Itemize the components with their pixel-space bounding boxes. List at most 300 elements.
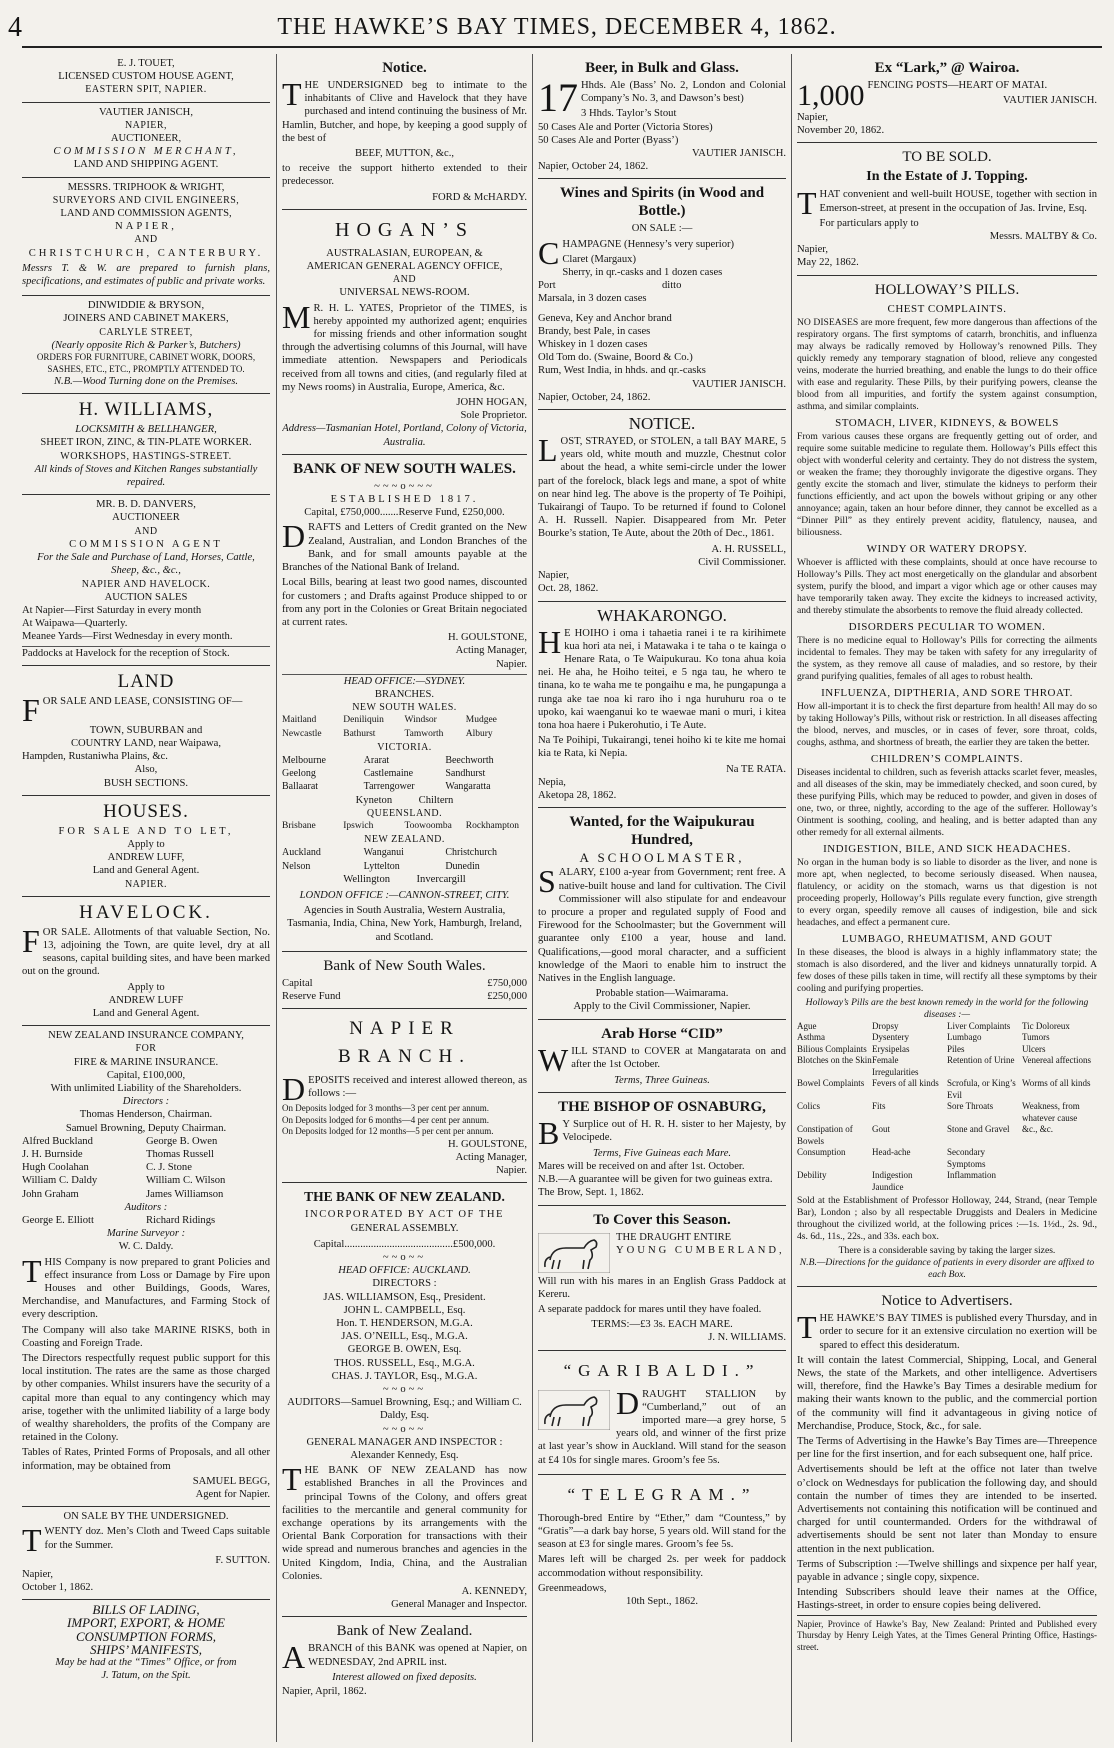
ad-title: BANK OF NEW SOUTH WALES. [293, 460, 516, 477]
ad-line: AND [134, 525, 158, 537]
ad-body: E HOIHO i oma i tahaetia ranei i te ra kirihimete kua hori ata nei, i Matawaka i te taha o te kainga o Henare Rata, o Te Waipukurau. Ko tona ahua koia nei. He aha, he Hoiho teitei, e 5 nga tau, he whero te tinana, ko te waha me te pongaihu e ma, he pungapunga a runga ake tae noa ki raro iho i nga huruhuru roa o te upoko, kai waenganui ko te waewae mani o muri, i kitea tona hoa haere i Pukerohutio, i Te Aute. [538, 627, 786, 731]
ad-line: Claret (Margaux) [562, 253, 636, 265]
ad-line: LONDON OFFICE :—CANNON-STREET, CITY. [299, 889, 510, 901]
ad-line: CONSUMPTION FORMS, [75, 1628, 217, 1644]
ad-cumberland [538, 1206, 786, 1351]
ad-line: Terms, Five Guineas each Mare. [592, 1147, 732, 1159]
column-divider [791, 54, 792, 1742]
ad-line: INCORPORATED BY ACT OF THE [305, 1209, 504, 1221]
disease-item: Tic Doloreux [1022, 1020, 1070, 1031]
ad-line: Whiskey in 1 dozen cases [538, 339, 648, 351]
ad-line: AND [392, 274, 417, 286]
ad-line: Capital, £100,000, [106, 1069, 186, 1081]
ornament: ~~o~~ [382, 1423, 427, 1435]
ad-line: May be had at the “Times” Office, or from [55, 1656, 237, 1668]
region-label: NEW ZEALAND. [364, 834, 445, 846]
director-name: Thomas Russell [146, 1149, 214, 1160]
disease-item: Venereal affections [1022, 1055, 1092, 1066]
ad-line: Capital.........................................£500,000. [313, 1238, 496, 1250]
ad-title: NAPIER BRANCH. [338, 1018, 471, 1068]
ad-line: LAND AND COMMISSION AGENTS, [60, 208, 232, 220]
rate-line: On Deposits lodged for 6 months—4 per cent per annum. [282, 1114, 489, 1125]
ad-line: AUCTIONEER [112, 512, 180, 524]
ad-line: GENERAL MANAGER AND INSPECTOR : [306, 1436, 503, 1448]
ad-title: Wanted, for the Waipukurau Hundred, [569, 814, 755, 849]
disease-item: Asthma [797, 1032, 825, 1043]
region-label: VICTORIA. [377, 741, 432, 753]
section-heading: STOMACH, LIVER, KIDNEYS, & BOWELS [835, 416, 1059, 429]
director-name: JAS. WILLIAMSON, Esq., President. [323, 1291, 486, 1303]
ad-line: BRANCHES. [374, 688, 435, 700]
ad-body: WENTY doz. Men’s Cloth and Tweed Caps suitable for the Summer. [44, 1526, 270, 1551]
branch-town: Wellington Invercargill [343, 873, 466, 885]
ad-line: Apply to the Civil Commissioner, Napier. [573, 1001, 751, 1013]
ad-arab-horse [538, 1020, 786, 1093]
ad-date: May 22, 1862. [797, 257, 859, 269]
ad-date: 10th Sept., 1862. [625, 1596, 699, 1608]
reserve-row [282, 990, 527, 1003]
ad-date: Greenmeadows, [538, 1582, 607, 1594]
disease-item: Jaundice [872, 1181, 904, 1192]
ad-body: Messrs T. & W. are prepared to furnish plans, specifications, and estimates of public and private works. [22, 262, 270, 288]
disease-item: Gout [872, 1124, 890, 1135]
director-name: Alfred Buckland [22, 1135, 93, 1147]
ad-signature: General Manager and Inspector. [391, 1599, 527, 1611]
ad-line: At Waipawa—Quarterly. [22, 618, 128, 630]
section-heading: WINDY OR WATERY DROPSY. [866, 542, 1028, 555]
ad-body: OST, STRAYED, or STOLEN, a tall BAY MARE, 5 years old, white mouth and muzzle, Chestnut color about the head, a white semi-circle under the lower part of the forelock, black legs and mane, a spot of white on near hind leg. The above is the property of Te Poihipi, Tukairangi of Taupo. To be returned if found to Colonel A. H. Russell. Napier. Disappeared from Mr. Peter Bourke’s station, Te Aute, about the 20th of Dec., 1861. [538, 436, 786, 540]
ad-body: R. H. L. YATES, Proprietor of the TIMES, is hereby appointed my authorized agent; enquiries for missing friends and other information sought through the advertising columns of this Journal, will have immediate attention. Newspapers and Periodicals received from all towns and cities, (and regularly filed at my News rooms) in Australia, Europe, America, &c. [282, 302, 527, 393]
disease-item: Scrofula, or King’s Evil [947, 1078, 1016, 1100]
branch-town: Nelson [282, 860, 311, 872]
ad-note: N.B.—Directions for the guidance of patients in every disorder are affixed to each Box. [799, 1257, 1095, 1281]
ad-line: ORDERS FOR FURNITURE, CABINET WORK, DOORS, SASHES, ETC., ETC., PROMPTLY ATTENDED TO. [36, 352, 256, 374]
disease-item: Constipation of Bowels [797, 1124, 853, 1146]
ad-line: GENERAL ASSEMBLY. [350, 1222, 459, 1234]
branch-town: Beechworth [445, 754, 494, 766]
branch-town: Brisbane [282, 820, 316, 831]
ad-date: Napier, April, 1862. [282, 1685, 367, 1697]
ad-garibaldi [538, 1351, 786, 1475]
director-name: J. H. Burnside [22, 1149, 83, 1160]
disease-item: Colics [797, 1101, 821, 1112]
ad-line: COMMISSION AGENT [69, 538, 223, 550]
director-name: Hon. T. HENDERSON, M.G.A. [336, 1317, 473, 1329]
ad-body: Agencies in South Australia, Western Australia, Tasmania, India, China, New York, Hamburgh, Ireland, and Scotland. [287, 905, 522, 943]
auditor-name: Richard Ridings [146, 1215, 216, 1227]
director-name: C. J. Stone [146, 1162, 192, 1174]
disease-item: Liver Complaints [947, 1020, 1011, 1031]
drop-cap: D [282, 518, 306, 555]
drop-cap: F [22, 922, 40, 959]
ad-body: Mares left will be charged 2s. per week for paddock accommodation without responsibility. [538, 1554, 786, 1579]
ad-signature: Napier. [496, 658, 527, 670]
column-divider [532, 54, 533, 1742]
capital-label: Capital [282, 977, 313, 989]
section-body: No organ in the human body is so liable to disorder as the liver, and none is more apt, when neglected, to become seriously diseased. When nausea, flatulency, or acidity on the stomach, warns us that digestion is not proceeding properly, Holloway’s Pills regulate every function, give strength to every organ, speedily remove all causes of indigestion, bile and sick headaches, and effect a permanent cure. [797, 856, 1097, 928]
masthead-rule [22, 46, 1102, 48]
ad-line: J. Tatum, on the Spit. [101, 1670, 191, 1682]
section-heading: LUMBAGO, RHEUMATISM, AND GOUT [841, 932, 1053, 945]
branch-town: Lyttelton [363, 860, 400, 872]
branch-town: Ballaarat [282, 781, 319, 793]
ad-line: Apply to [127, 981, 165, 993]
ad-line: AMERICAN GENERAL AGENCY OFFICE, [306, 261, 503, 273]
ad-date: October 1, 1862. [22, 1581, 94, 1593]
disease-item [797, 1182, 872, 1194]
ad-line: Meanee Yards—First Wednesday in every month. [22, 631, 233, 643]
ad-signature: J. N. WILLIAMS. [708, 1332, 786, 1344]
ad-holloway [797, 276, 1097, 1288]
ad-body: EPOSITS received and interest allowed thereon, as follows :— [308, 1075, 527, 1100]
ad-body: OR SALE. Allotments of that valuable Section, No. 13, adjoining the Town, are quite level, dry at all seasons, capital building sites, and have been marked out on the ground. [22, 926, 270, 978]
ad-line: SHIPS’ MANIFESTS, [90, 1641, 202, 1657]
section-heading: INDIGESTION, BILE, AND SICK HEADACHES. [823, 842, 1071, 855]
ad-line: Brandy, best Pale, in cases [538, 325, 651, 337]
ad-line: YOUNG CUMBERLAND, [616, 1244, 785, 1256]
ad-land [22, 666, 270, 796]
section-body: How all-important it is to check the first departure from health! All may do so by taking Holloway’s Pills, without risk or restriction. In all diseases affecting the blood, nerves, and muscles, or in cases of fever, sore throat, colds, coughs, asthma, and shortness of breath, the earlier they are taken the better. [797, 700, 1097, 748]
ad-title: Bank of New Zealand. [336, 1623, 473, 1640]
drop-cap: F [22, 691, 40, 728]
ad-name: E. J. TOUET, [117, 58, 175, 69]
ad-line: AND [134, 234, 158, 246]
ad-title: THE BISHOP OF OSNABURG, [558, 1098, 766, 1115]
ad-line: 3 Hhds. Taylor’s Stout [581, 108, 677, 120]
ad-title: HOLLOWAY’S PILLS. [874, 281, 1020, 298]
ad-date: Napier, [797, 244, 829, 256]
ad-title: H. WILLIAMS, [78, 399, 214, 421]
rate-line: On Deposits lodged for 3 months—3 per cent per annum. [282, 1103, 489, 1114]
ad-line: THE DRAUGHT ENTIRE [616, 1231, 732, 1243]
ad-title: “GARIBALDI.” [563, 1360, 761, 1380]
ad-line: (Nearly opposite Rich & Parker’s, Butchers) [51, 339, 241, 351]
ad-line: W. C. Daldy. [118, 1241, 174, 1253]
disease-item [1022, 1170, 1097, 1182]
disease-item: Fevers of all kinds [872, 1078, 939, 1089]
director-name: James Williamson [146, 1188, 224, 1200]
horse-illustration [538, 1390, 610, 1430]
ad-line: BUSH SECTIONS. [103, 777, 189, 789]
ad-name: MR. B. D. DANVERS, [96, 499, 196, 511]
disease-item: Bilious Complaints [797, 1043, 867, 1054]
ad-line: Land and General Agent. [92, 865, 200, 877]
ad-whakarongo [538, 602, 786, 809]
ad-title: NOTICE. [628, 414, 696, 434]
ad-date: Napier, October, 24, 1862. [538, 391, 651, 403]
drop-cap: T [282, 76, 302, 112]
ad-line: Old Tom do. (Swaine, Boord & Co.) [538, 352, 693, 364]
ad-notice-advertisers [797, 1287, 1097, 1660]
section-body: Whoever is afflicted with these complaints, should at once have recourse to Holloway’s Pills. They act most energetically on the glandular and absorbent system, purify the blood, and impart a vigor which age or other causes may have temporarily taken away. They excite the kidneys to increased activity, and thereby stimulate the absorbents to remove the fluid already collected. [797, 556, 1097, 616]
section-body: NO DISEASES are more frequent, few more dangerous than affections of the respiratory organs. The first symptoms of catarrh, bronchitis, and influenza may always be radically removed by Holloway’s renowned Pills. They quickly remedy any temporary stagnation of blood, relieve any congested veins, moderate the hurried breathing, and enable the lungs to do their office with ease and regularity. These Pills, by their purifying powers, cleanse the blood from all impurities, and fortify the system against consumption, asthma, and similar complaints. [797, 316, 1097, 412]
drop-cap: L [538, 432, 558, 469]
ad-line: AUSTRALASIAN, EUROPEAN, & [326, 247, 483, 259]
ad-danvers [22, 495, 270, 665]
director-name: JOHN L. CAMPBELL, Esq. [343, 1304, 466, 1316]
ad-line: HEAD OFFICE: AUCKLAND. [338, 1265, 471, 1277]
ad-body: HE BANK OF NEW ZEALAND has now established Branches in all the Provinces and principal Towns of the Colony, and offers great facilities to the mercantile and general community for exchange operations by its arrangements with the Oriental Bank Corporation for transactions with their wide spread and numerous branches and agencies in the United Kingdom, India, China, and the Australian Colonies. [282, 1465, 527, 1582]
ad-bills [22, 1600, 270, 1687]
disease-item: Debility [797, 1170, 827, 1181]
ad-line: Thomas Henderson, Chairman. [79, 1109, 213, 1121]
ad-body: BRANCH of this BANK was opened at Napier, on WEDNESDAY, 2nd APRIL inst. [308, 1643, 527, 1668]
branch-town: Wanganui [363, 847, 404, 859]
masthead [0, 0, 1114, 50]
ad-signature: Napier. [496, 1165, 527, 1177]
director-names-right [146, 1135, 270, 1201]
disease-item: Weakness, from whatever cause [1022, 1101, 1080, 1123]
ad-signature: JOHN HOGAN, [456, 397, 527, 409]
ad-title: NEW ZEALAND INSURANCE COMPANY, [48, 1030, 244, 1042]
ad-name: VAUTIER JANISCH, [99, 106, 193, 118]
ad-line: Marsala, in 3 dozen cases [538, 293, 647, 305]
ad-line: Mares will be received on and after 1st. October. [538, 1160, 745, 1172]
ad-body: Local Bills, bearing at least two good names, discounted for customers ; and Drafts against Produce shipped to or from any port in the Colonies or Great Britain negociated at current rates. [282, 577, 527, 628]
column-divider [276, 54, 277, 1742]
column-4 [797, 54, 1097, 1742]
ad-line: ON SALE :— [631, 223, 693, 235]
ad-line: LOCKSMITH & BELLHANGER, [75, 424, 217, 436]
ad-body: The Directors respectfully request public support for this local institution. The rates are the same as those charged by other companies. Whilst insurers have the security of a capital more than equal to any contingency which may arise, together with the unlimited liability of a large body of wealthy shareholders, the profits of the Company are retained in the Colony. [22, 1353, 270, 1444]
disease-item: Dysentery [872, 1032, 909, 1043]
branch-town: Dunedin [445, 860, 480, 872]
ad-touet [22, 54, 270, 103]
branch-town: Kyneton Chiltern [355, 794, 454, 806]
region-label: NEW SOUTH WALES. [352, 702, 457, 714]
ad-notice-butcher [282, 54, 527, 210]
section-body: In these diseases, the blood is always in a highly inflammatory state; the stomach is also disordered, and the liver and kidneys unnaturally torpid. A few doses of these pills taken in time, will rectify all these symptoms by their cooling and purifying properties. [797, 946, 1097, 994]
ad-line: AUCTIONEER, [110, 133, 182, 145]
ad-body: HIS Company is now prepared to grant Policies and effect insurance from Loss or Damage by Fire upon Houses and other Buildings, Goods, Wares, Merchandise, and Manufactures, and Farming Stock of every description. [22, 1256, 270, 1321]
ad-line: CHRISTCHURCH, CANTERBURY. [28, 247, 264, 259]
disease-item: Tumors [1022, 1032, 1050, 1043]
ad-line: Interest allowed on fixed deposits. [332, 1672, 477, 1684]
ad-line: BEEF, MUTTON, &c., [354, 148, 454, 160]
director-list [22, 1135, 270, 1201]
ad-date: Napier, [797, 112, 829, 123]
drop-cap: T [22, 1522, 42, 1559]
branch-town: Deniliquin [343, 715, 384, 726]
ad-body: Advertisements should be left at the office not later than twelve o’clock on Wednesdays for publication the following day, and should contain the number of times they are intended to be inserted. Advertisements not containing this notification will be continued and charged for until countermanded. Orders for the withdrawal of advertisements should be sent not later than Monday to ensure attention in the next publication. [797, 1464, 1097, 1555]
branch-town: Sandhurst [445, 768, 486, 780]
ad-line: ANDREW LUFF, [107, 852, 185, 864]
disease-item: Fits [872, 1101, 886, 1112]
ad-hogan [282, 210, 527, 455]
ad-line: LAND AND SHIPPING AGENT. [73, 159, 219, 171]
ad-line: Sherry, in qr.-casks and 1 dozen cases [562, 267, 723, 279]
ad-line: ESTABLISHED 1817. [330, 494, 479, 506]
drop-cap: B [538, 1114, 560, 1151]
branch-town: Tamworth [404, 728, 444, 739]
section-heading: INFLUENZA, DIPTHERIA, AND SORE THROAT. [821, 686, 1073, 699]
disease-list [797, 1021, 1097, 1194]
column-3 [538, 54, 786, 1742]
ad-body: Y Surplice out of H. R. H. sister to her Majesty, by Velocipede. [562, 1118, 786, 1143]
ad-title: Ex “Lark,” @ Wairoa. [874, 60, 1020, 76]
ad-bank-nsw [282, 455, 527, 952]
disease-item: Secondary Symptoms [947, 1147, 986, 1169]
branch-town: Newcastle [282, 728, 322, 739]
ad-body: Hhds. Ale (Bass’ No. 2, London and Colonial Company’s No. 3, and Dawson’s best) [581, 80, 786, 105]
ad-body: RAFTS and Letters of Credit granted on the New Zealand, Australian, and London Branches of the Bank, and for small amounts payable at the Branches of the National Bank of Ireland. [282, 522, 527, 574]
ad-body: Terms of Subscription :—Twelve shillings and sixpence per half year, payable in advance ; single copy, sixpence. [797, 1558, 1097, 1583]
ad-note: N.B.—Wood Turning done on the Premises. [53, 376, 239, 388]
branch-list [282, 754, 527, 794]
drop-cap: T [22, 1252, 42, 1289]
ad-body: HAT convenient and well-built HOUSE, together with section in Emerson-street, at present in the occupation of Jas. Irvine, Esq. [819, 189, 1097, 214]
ad-dinwiddie [22, 296, 270, 394]
capital-value: £750,000 [487, 977, 527, 989]
ad-signature: Agent for Napier. [195, 1489, 270, 1501]
director-name: THOS. RUSSELL, Esq., M.G.A. [334, 1357, 475, 1369]
auditor-name: George E. Elliott [22, 1215, 94, 1227]
ad-williams [22, 394, 270, 495]
ad-body: The Company will also take MARINE RISKS, both in Coasting and Foreign Trade. [22, 1324, 270, 1349]
ad-line: FIRE & MARINE INSURANCE. [73, 1056, 219, 1068]
branch-town: Mudgee [465, 715, 497, 726]
ad-line: For particulars apply to [819, 217, 919, 229]
director-name: JAS. O’NEILL, Esq., M.G.A. [341, 1331, 468, 1343]
branch-town: Christchurch [445, 847, 497, 859]
ad-line: Samuel Browning, Deputy Chairman. [65, 1122, 227, 1134]
ad-beer [538, 54, 786, 179]
ad-signature: Civil Commissioner. [698, 556, 786, 568]
ad-janisch [22, 103, 270, 178]
ad-body: Intending Subscribers should leave their names at the Office, Hastings-street, in order to ensure copies being delivered. [797, 1587, 1097, 1612]
disease-item: Sore Throats [947, 1101, 994, 1112]
ad-line: HEAD OFFICE:—SYDNEY. [282, 674, 527, 688]
branch-town: Wangaratta [445, 781, 491, 793]
branch-list [282, 820, 527, 833]
ad-title: HAVELOCK. [79, 901, 213, 923]
director-name: GEORGE B. OWEN, Esq. [347, 1344, 462, 1356]
ad-havelock [22, 897, 270, 1026]
branch-town: Maitland [282, 715, 317, 726]
reserve-value: £250,000 [487, 990, 527, 1002]
ad-line: Rum, West India, in hhds. and qr.-casks [538, 365, 706, 377]
ad-line: Capital, £750,000.......Reserve Fund, £250,000. [304, 507, 505, 519]
port-row [538, 279, 786, 292]
disease-item [1022, 1182, 1097, 1194]
ad-date: The Brow, Sept. 1, 1862. [538, 1187, 644, 1199]
ad-signature: Messrs. MALTBY & Co. [989, 231, 1097, 243]
ad-line: EASTERN SPIT, NAPIER. [85, 84, 207, 96]
ad-title: WHAKARONGO. [597, 605, 727, 625]
ad-line: Geneva, Key and Anchor brand [538, 312, 672, 324]
ornament: ~~o~~ [382, 1251, 427, 1263]
branch-town: Toowoomba [404, 820, 452, 831]
ad-line: SURVEYORS AND CIVIL ENGINEERS, [52, 194, 240, 206]
disease-item: Indigestion [872, 1170, 913, 1181]
ad-body: Will run with his mares in an English Grass Paddock at Kereru. [538, 1275, 786, 1300]
ad-title: HOGAN’S [335, 218, 474, 241]
section-body: Sold at the Establishment of Professor Holloway, 244, Strand, (near Temple Bar), London ; also by all respectable Druggists and Dealers in Medicine throughout the civilized world, at the following prices :—1s. 1½d., 2s. 9d., 4s. 6d., 11s., 22s., and 33s. each box. [797, 1195, 1097, 1243]
ad-bank-nsw-2 [282, 952, 527, 1009]
ad-line: AUCTION SALES [104, 591, 188, 603]
ad-signature: Acting Manager, [455, 1151, 527, 1163]
drop-cap: D [616, 1384, 640, 1421]
region-label: QUEENSLAND. [366, 807, 443, 819]
ad-line: WORKSHOPS, HASTINGS-STREET. [60, 450, 232, 462]
ad-line: With unlimited Liability of the Shareholders. [50, 1082, 242, 1094]
disease-item: Blotches on the Skin [797, 1055, 872, 1066]
ad-title: THE BANK OF NEW ZEALAND. [304, 1189, 505, 1205]
section-heading: DISORDERS PECULIAR TO WOMEN. [848, 620, 1046, 633]
ad-line: Auditors : [124, 1201, 168, 1213]
auditor-list [22, 1214, 270, 1227]
ad-line: For the Sale and Purchase of Land, Horses, Cattle, Sheep, &c., &c., [37, 552, 255, 577]
disease-item: Bowel Complaints [797, 1078, 865, 1089]
ad-body: ILL STAND to COVER at Mangatarata on and after the 1st October. [571, 1045, 786, 1070]
drop-cap: A [282, 1639, 306, 1676]
director-name: Hugh Coolahan [22, 1162, 89, 1174]
ad-bishop [538, 1093, 786, 1206]
director-name: John Graham [22, 1188, 79, 1200]
ad-line: CARLYLE STREET, [99, 326, 193, 338]
ad-line: 50 Cases Ale and Porter (Victoria Stores) [538, 121, 713, 133]
disease-item: Piles [947, 1043, 965, 1054]
ad-line: Terms, Three Guineas. [614, 1074, 710, 1086]
ad-title: To Cover this Season. [593, 1211, 731, 1228]
ad-signature: VAUTIER JANISCH. [692, 378, 786, 390]
ad-line: TERMS:—£3 3s. EACH MARE. [591, 1319, 733, 1331]
ad-line: Alexander Kennedy, Esq. [350, 1449, 459, 1461]
ad-signature: H. GOULSTONE, [448, 632, 527, 644]
ad-line: DIRECTORS : [372, 1278, 437, 1290]
ad-signature: H. GOULSTONE, [448, 1138, 527, 1150]
ad-wines [538, 179, 786, 410]
ad-line: LICENSED CUSTOM HOUSE AGENT, [58, 71, 234, 83]
ad-body: OR SALE AND LEASE, CONSISTING OF— [42, 695, 243, 707]
drop-cap: W [538, 1041, 569, 1078]
ad-title: Notice. [382, 60, 427, 76]
ad-signature: A. KENNEDY, [461, 1585, 527, 1597]
ad-schoolmaster [538, 808, 786, 1019]
ad-date: November 20, 1862. [797, 125, 885, 137]
disease-item [1022, 1147, 1097, 1170]
section-heading: CHEST COMPLAINTS. [887, 302, 1007, 315]
branch-town: Ipswich [343, 820, 374, 831]
ad-line: ditto [662, 280, 682, 292]
disease-item: Dropsy [872, 1020, 899, 1031]
ad-line: At Napier—First Saturday in every month [22, 604, 202, 616]
ad-signature: Na TE RATA. [726, 763, 786, 775]
ad-title: Beer, in Bulk and Glass. [585, 60, 739, 76]
ad-bank-nz [282, 1183, 527, 1617]
ad-title: Bank of New South Wales. [323, 957, 486, 974]
branch-town: Auckland [282, 847, 321, 859]
ad-line: HAMPAGNE (Hennesy’s very superior) [562, 238, 735, 250]
branch-town: Melbourne [282, 754, 326, 766]
ad-lark [797, 54, 1097, 143]
imprint: Napier, Province of Hawke’s Bay, New Zealand: Printed and Published every Thursday by Henry Leigh Yates, at the Times General Printing Office, Hastings-street. [797, 1615, 1097, 1654]
ad-title: “TELEGRAM.” [567, 1484, 757, 1504]
disease-item: Head-ache [872, 1147, 911, 1158]
disease-item: Lumbago [947, 1032, 982, 1043]
ad-line: Land and General Agent. [92, 1007, 200, 1019]
ad-body: ALARY, £100 a-year from Government; rent free. A native-built house and land for cultivation. The Civil Commissioner will also stipulate for and endeavour to procure a proper and regulated supply of Food and Firewood for the Schoolmaster; but the Government will guarantee only £100 a year, house and land. Qualifications,—good moral character, and a sufficient knowledge of the Maori to enable him to instruct the Natives in the English language. [538, 867, 786, 984]
ad-signature: VAUTIER JANISCH. [1003, 95, 1097, 107]
ad-body: RAUGHT STALLION by “Cumberland,” out of an imported mare—a grey horse, 5 years old, and winner of the first prize at last year’s show in Auckland. Will stand for the season at £4 10s for single mares. Groom’s fee 5s. [538, 1388, 786, 1466]
disease-item: Consumption [797, 1147, 846, 1158]
ad-title: Arab Horse “CID” [601, 1025, 723, 1042]
section-body: From various causes these organs are frequently getting out of order, and require some suitable medicine to regulate them. Holloway’s Pills effect this object with wonderful celerity and certainty. They do not distress the system, or weaken the frame; they thoroughly invigorate the digestive organs. They gently excite the stomach and liver, stimulate the kidneys to perform their functions efficiently, and act upon the bowels without griping or any other annoyance; again, taken an hour before dinner, they cannot be excelled as a “Dinner Pill” as they entirely prevent acidity, flatulency, nausea, and biliousness. [797, 430, 1097, 538]
ad-line: JOINERS AND CABINET MAKERS, [63, 313, 229, 325]
disease-item: Erysipelas [872, 1043, 910, 1054]
ad-date: Napier, [538, 570, 570, 582]
ad-address: Address—Tasmanian Hotel, Portland, Colony of Victoria, Australia. [282, 423, 527, 448]
